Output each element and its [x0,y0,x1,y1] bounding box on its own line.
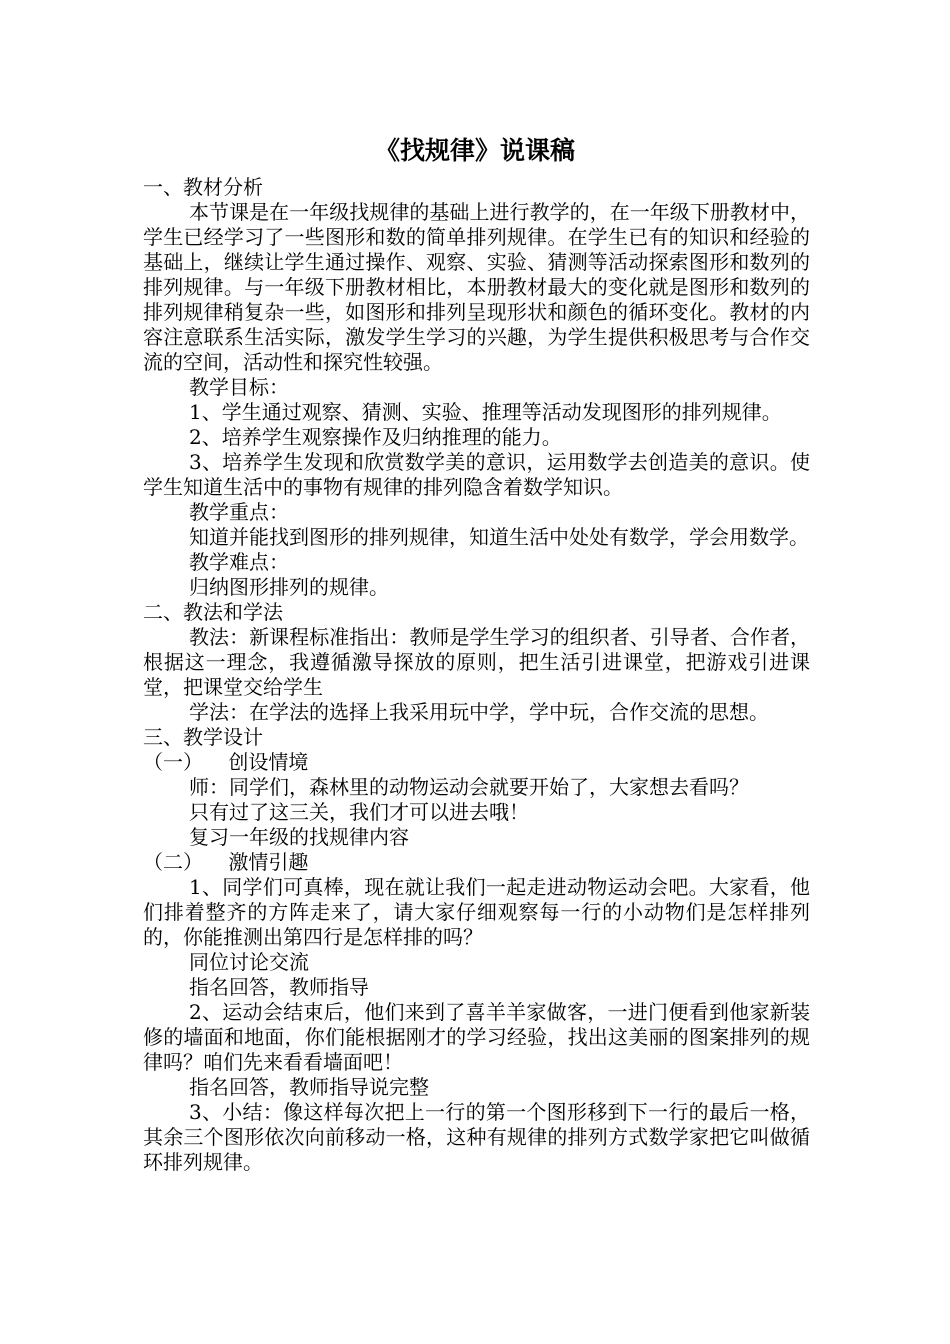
section-heading: 二、教法和学法 [143,600,283,624]
paragraph: 教学目标： [189,375,289,399]
paragraph: 1、同学们可真棒，现在就让我们一起走进动物运动会吧。大家看，他们排着整齐的方阵走来了，请大家仔细观察每一行的小动物们是怎样排列的，你能推测出第四行是怎样排的吗？ [143,875,810,949]
paragraph: 归纳图形排列的规律。 [189,575,389,599]
paragraph: 教学重点： [189,500,289,524]
subsection-heading: （二） 激情引趣 [143,850,309,874]
paragraph: 同位讨论交流 [189,950,309,974]
paragraph: 3、小结：像这样每次把上一行的第一个图形移到下一行的最后一格，其余三个图形依次向前移动一格，这种有规律的排列方式数学家把它叫做循环排列规律。 [143,1100,810,1174]
paragraph: 2、培养学生观察操作及归纳推理的能力。 [189,425,562,449]
document-body [143,175,810,1175]
paragraph: 2、运动会结束后，他们来到了喜羊羊家做客，一进门便看到他家新装修的墙面和地面，你们能根据刚才的学习经验，找出这美丽的图案排列的规律吗？咱们先来看看墙面吧！ [143,1000,810,1074]
document-title: 《找规律》说课稿 [374,136,575,165]
paragraph: 3、培养学生发现和欣赏数学美的意识，运用数学去创造美的意识。使学生知道生活中的事物有规律的排列隐含着数学知识。 [143,450,810,499]
paragraph: 只有过了这三关，我们才可以进去哦！ [189,800,529,824]
section-heading: 三、教学设计 [143,725,263,749]
paragraph: 学法：在学法的选择上我采用玩中学，学中玩，合作交流的思想。 [189,700,769,724]
paragraph: 指名回答，教师指导 [189,975,369,999]
paragraph: 教法：新课程标准指出：教师是学生学习的组织者、引导者、合作者，根据这一理念，我遵循激导探放的原则，把生活引进课堂，把游戏引进课堂，把课堂交给学生 [143,625,810,699]
paragraph: 知道并能找到图形的排列规律，知道生活中处处有数学，学会用数学。 [189,525,809,549]
paragraph: 师：同学们，森林里的动物运动会就要开始了，大家想去看吗？ [189,775,749,799]
subsection-heading: （一） 创设情境 [143,750,309,774]
paragraph: 指名回答，教师指导说完整 [189,1075,429,1099]
paragraph: 本节课是在一年级找规律的基础上进行教学的，在一年级下册教材中，学生已经学习了一些图形和数的简单排列规律。在学生已有的知识和经验的基础上，继续让学生通过操作、观察、实验、猜测等活动探索图形和数列的排列规律。与一年级下册教材相比，本册教材最大的变化就是图形和数列的排列规律稍复杂一些，如图形和排列呈现形状和颜色的循环变化。教材的内容注意联系生活实际，激发学生学习的兴趣，为学生提供积极思考与合作交流的空间，活动性和探究性较强。 [143,200,810,374]
paragraph: 1、学生通过观察、猜测、实验、推理等活动发现图形的排列规律。 [189,400,782,424]
section-heading: 一、教材分析 [143,175,263,199]
paragraph: 复习一年级的找规律内容 [189,825,409,849]
paragraph: 教学难点： [189,550,289,574]
